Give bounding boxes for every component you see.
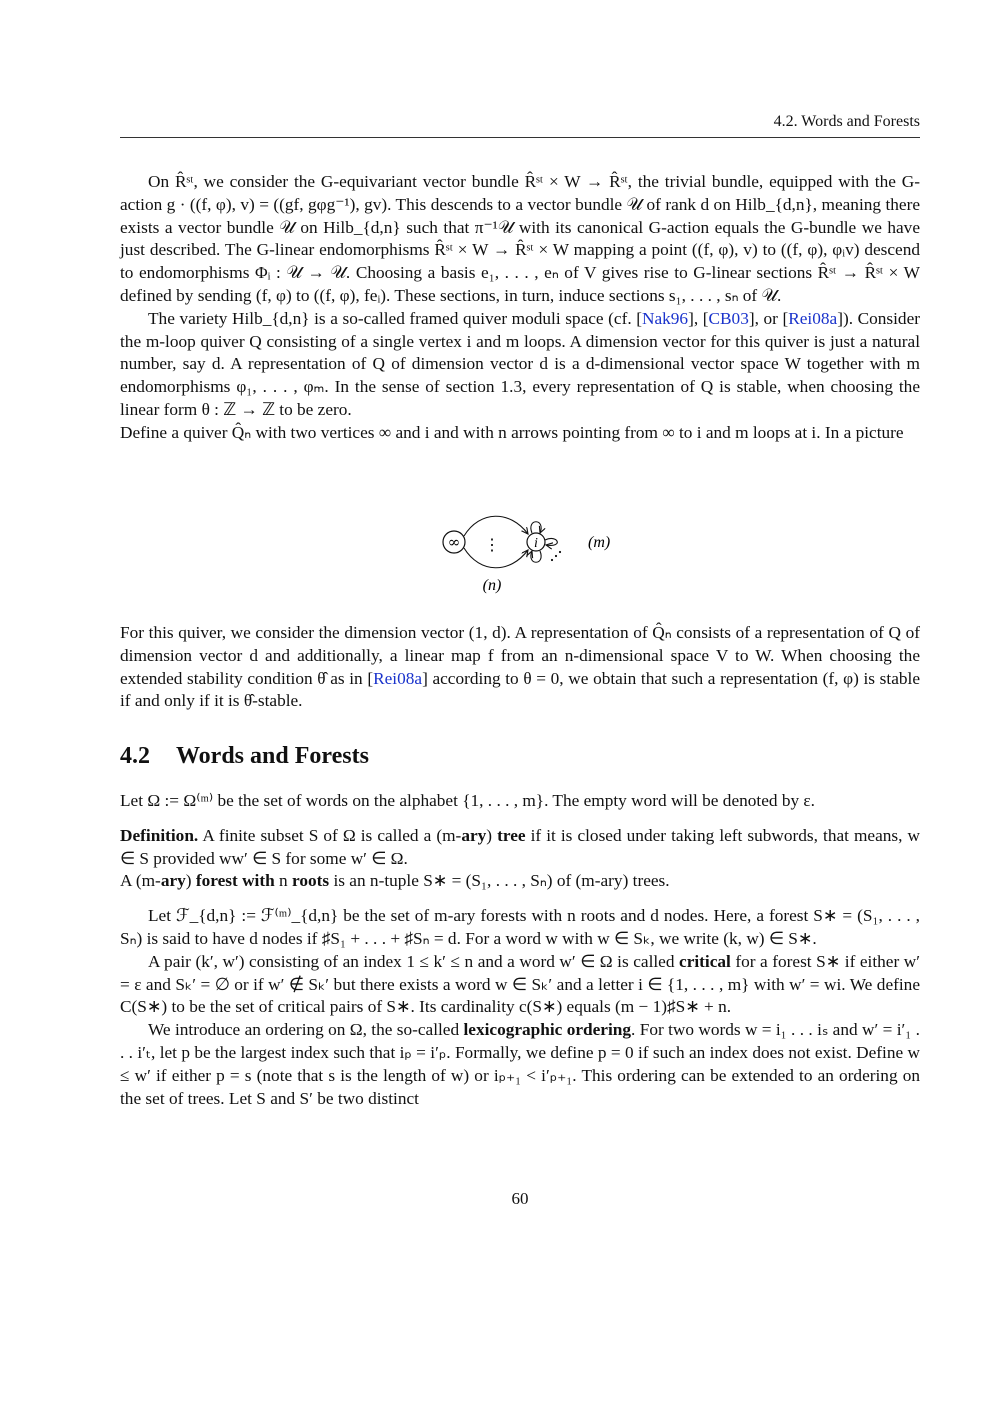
quiver-diagram [440, 508, 640, 603]
paragraph-lexicographic: We introduce an ordering on Ω, the so-called lexicographic ordering. For two words w = i₁ . . . iₛ and w′ = i′₁ . . . i′ₜ, let p be the largest index such that iₚ = i′ₚ. Formally, we define p = 0 if such an index does not exist. Define w ≤ w′ if either p = s (note that s is the length of w) or iₚ₊₁ < i′ₚ₊₁. This ordering can be extended to an ordering on the set of trees. Let S and S′ be two distinct [120, 1020, 920, 1108]
loop-dot [551, 559, 553, 561]
citation-link[interactable]: Rei08a [788, 308, 838, 328]
loop-bottom [531, 551, 541, 562]
section-title: Words and Forests [176, 743, 369, 769]
section-heading [120, 743, 369, 770]
loop-dot [555, 555, 557, 557]
paragraph-define-quiver: Define a quiver Q̂ₙ with two vertices ∞ and i and with n arrows pointing from ∞ to i and m loops at i. In a picture [120, 422, 904, 442]
body-bottom [120, 790, 920, 1110]
loop-dot [559, 551, 561, 553]
running-head: 4.2. Words and Forests [773, 113, 920, 130]
body-top [120, 171, 920, 445]
vertex-i-label: i [534, 536, 538, 551]
paragraph-bundle: On R̂ˢᵗ, we consider the G-equivariant vector bundle R̂ˢᵗ × W → R̂ˢᵗ, the trivial bundle, equipped with the G-action g · ((f, φ), v) = ((gf, gφg⁻¹), gv). This descends to a vector bundle 𝒰 of rank d on Hilb_{d,n}, meaning there exists a vector bundle 𝒰 on Hilb_{d,n} such that π⁻¹𝒰 with its canonical G-action equals the G-bundle we have just described. The G-linear endomorphisms R̂ˢᵗ × W → R̂ˢᵗ × W mapping a point ((f, φ), v) to ((f, φ), φᵢv) descend to endomorphisms Φᵢ : 𝒰 → 𝒰. Choosing a basis e₁, . . . , eₙ of V gives rise to G-linear sections R̂ˢᵗ → R̂ˢᵗ × W defined by sending (f, φ) to ((f, φ), feᵢ). These sections, in turn, induce sections s₁, . . . , sₙ of 𝒰. [120, 172, 920, 305]
definition-forest: A (m-ary) forest with n roots is an n-tuple S∗ = (S₁, . . . , Sₙ) of (m-ary) trees. [120, 871, 670, 891]
vertex-infinity-label: ∞ [447, 533, 461, 551]
paragraph-alphabet: Let Ω := Ω⁽ᵐ⁾ be the set of words on the alphabet {1, . . . , m}. The empty word will be denoted by ε. [120, 791, 816, 810]
paragraph-quiver-moduli: The variety Hilb_{d,n} is a so-called framed quiver moduli space (cf. [Nak96], [CB03], or [Rei08a]). Consider the m-loop quiver Q consisting of a single vertex i and m loops. A dimension vector for this quiver is just a natural number, say d. A representation of Q of dimension vector d is a d-dimensional vector space W together with m endomorphisms φ₁, . . . , φₘ. In the sense of section 1.3, every representation of Q is stable, when choosing the linear form θ : ℤ → ℤ to be zero. [120, 308, 920, 419]
page-number: 60 [511, 1189, 529, 1208]
loop-top [531, 522, 541, 533]
label-m: (m) [588, 534, 611, 551]
label-n: (n) [482, 577, 502, 594]
citation-link[interactable]: Rei08a [373, 668, 423, 688]
arrow-top [464, 516, 528, 536]
citation-link[interactable]: Nak96 [642, 308, 689, 328]
body-middle [120, 622, 920, 713]
citation-link[interactable]: CB03 [708, 308, 749, 328]
section-number: 4.2 [120, 743, 150, 769]
definition-label: Definition. [120, 825, 199, 845]
loop-right [545, 538, 557, 545]
definition-block: Definition. A finite subset S of Ω is called a (m-ary) tree if it is closed under taking left subwords, that means, w ∈ S provided ww′ ∈ S for some w′ ∈ Ω. [120, 825, 920, 868]
paragraph-critical: A pair (k′, w′) consisting of an index 1 ≤ k′ ≤ n and a word w′ ∈ Ω is called critical for a forest S∗ if either w′ = ε and Sₖ′ = ∅ or if w′ ∉ Sₖ′ but there exists a word w ∈ Sₖ′ and a letter i ∈ {1, . . . , m} with w′ = wi. We define C(S∗) to be the set of critical pairs of S∗. Its cardinality c(S∗) equals (m − 1)♯S∗ + n. [120, 951, 920, 1017]
header-rule [120, 137, 920, 138]
arrows-ellipsis: ⋮ [484, 535, 500, 554]
paragraph-forests: Let ℱ_{d,n} := ℱ⁽ᵐ⁾_{d,n} be the set of m-ary forests with n roots and d nodes. Here, a forest S∗ = (S₁, . . . , Sₙ) is said to have d nodes if ♯S₁ + . . . + ♯Sₙ = d. For a word w with w ∈ Sₖ, we write (k, w) ∈ S∗. [120, 906, 920, 948]
paragraph-representation: For this quiver, we consider the dimension vector (1, d). A representation of Q̂ₙ consists of a representation of Q of dimension vector d and additionally, a linear map f from an n-dimensional space V to W. When choosing the extended stability condition θ̂ as in [Rei08a] according to θ = 0, we obtain that such a representation (f, φ) is stable if and only if it is θ̂-stable. [120, 623, 920, 711]
